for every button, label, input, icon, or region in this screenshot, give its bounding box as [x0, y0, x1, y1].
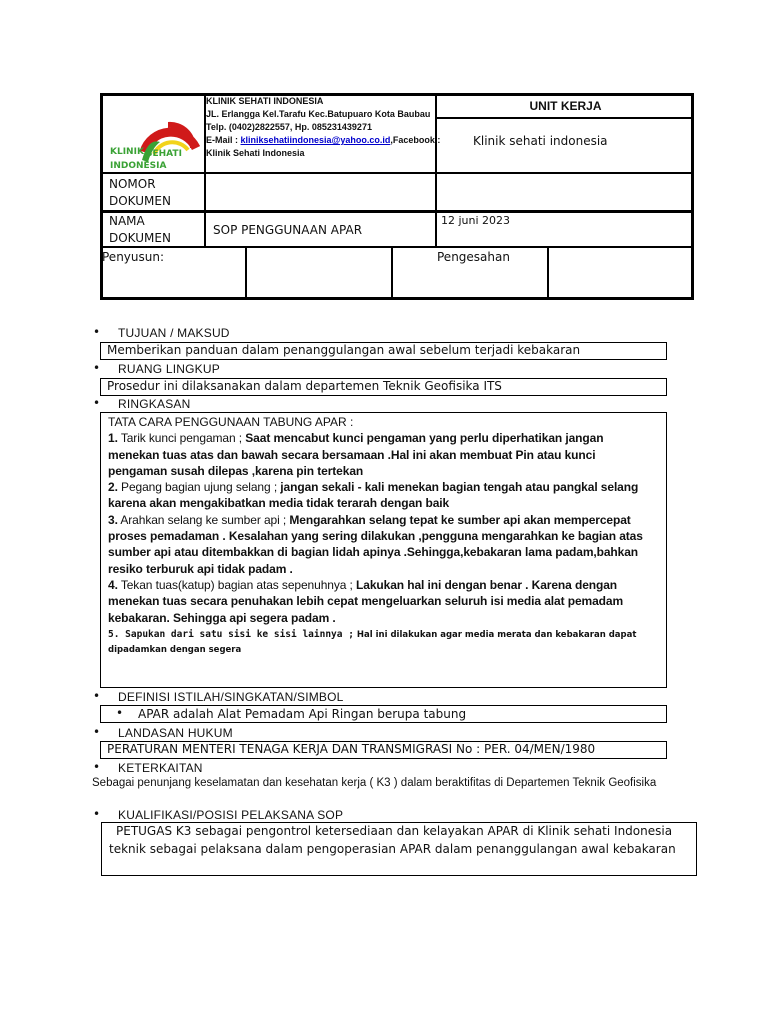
ringkasan-title: TATA CARA PENGGUNAAN TABUNG APAR : — [108, 415, 354, 429]
document-date: 12 juni 2023 — [441, 214, 511, 227]
svg-text:INDONESIA: INDONESIA — [110, 161, 167, 171]
header-divider — [245, 246, 247, 300]
clinic-name: KLINIK SEHATI INDONESIA — [206, 96, 324, 106]
penyusun-label: Penyusun: — [102, 250, 165, 264]
section-keterkaitan-label: KETERKAITAN — [118, 761, 203, 775]
clinic-phone: Telp. (0402)2822557, Hp. 085231439271 — [206, 122, 372, 132]
svg-text:SEHATI: SEHATI — [146, 149, 182, 159]
nomor-dokumen-label: DOKUMEN — [109, 194, 171, 208]
nama-dokumen-value: SOP PENGGUNAAN APAR — [213, 223, 363, 237]
landasan-text: PERATURAN MENTERI TENAGA KERJA DAN TRANSMIGRASI No : PER. 04/MEN/1980 — [107, 742, 596, 756]
clinic-address: JL. Erlangga Kel.Tarafu Kec.Batupuaro Kota Baubau — [206, 109, 431, 119]
clinic-logo-icon — [108, 108, 200, 172]
definisi-text: APAR adalah Alat Pemadam Api Ringan berupa tabung — [138, 707, 467, 721]
bullet-icon: • — [93, 725, 101, 739]
section-tujuan-label: TUJUAN / MAKSUD — [118, 326, 230, 340]
tujuan-text: Memberikan panduan dalam penanggulangan awal sebelum terjadi kebakaran — [107, 343, 581, 357]
svg-text:KLINIK: KLINIK — [110, 147, 144, 157]
header-divider — [100, 210, 694, 213]
section-ruang-label: RUANG LINGKUP — [118, 362, 220, 376]
section-kualifikasi-label: KUALIFIKASI/POSISI PELAKSANA SOP — [118, 808, 344, 822]
bullet-icon: • — [93, 807, 101, 821]
unit-kerja-label: UNIT KERJA — [529, 99, 602, 113]
step-2: 2. Pegang bagian ujung selang ; jangan sekali - kali menekan bagian tengah atau pangkal selang karena akan mengakibatkan media tidak terarah dengan baik — [108, 480, 639, 511]
section-landasan-label: LANDASAN HUKUM — [118, 726, 233, 740]
bullet-icon: • — [93, 361, 101, 375]
clinic-email-line — [206, 135, 440, 145]
unit-kerja-value: Klinik sehati indonesia — [473, 134, 608, 148]
email-label: E-Mail : — [206, 135, 239, 145]
step-1: 1. Tarik kunci pengaman ; Saat mencabut kunci pengaman yang perlu diperhatikan jangan menekan tuas atas dan bawah secara bersamaan .Hal ini akan membuat Pin atau kunci pengaman susah dilepas ,karena pin tertekan — [108, 431, 604, 478]
step-4: 4. Tekan tuas(katup) bagian atas sepenuhnya ; Lakukan hal ini dengan benar . Karena dengan menekan tuas secara penuhakan lebih cepat mengeluarkan seluruh isi media alat pemadam kebakaran. Sehingga api segera padam . — [108, 577, 624, 625]
bullet-icon: • — [93, 760, 101, 774]
header-divider — [391, 246, 393, 300]
clinic-facebook: Klinik Sehati Indonesia — [206, 148, 305, 158]
header-divider — [100, 246, 694, 248]
nama-dokumen-label: DOKUMEN — [109, 231, 171, 245]
ringkasan-content — [108, 414, 653, 657]
section-definisi-label: DEFINISI ISTILAH/SINGKATAN/SIMBOL — [118, 690, 344, 704]
bullet-icon: • — [93, 325, 101, 339]
ruang-text: Prosedur ini dilaksanakan dalam departemen Teknik Geofisika ITS — [107, 379, 502, 393]
step-5: 5. Sapukan dari satu sisi ke sisi lainnya ; Hal ini dilakukan agar media merata dan kebakaran dapat dipadamkan dengan segera — [108, 628, 637, 655]
nama-dokumen-label: NAMA — [109, 214, 145, 228]
clinic-logo — [108, 108, 200, 172]
pengesahan-label: Pengesahan — [437, 250, 510, 264]
kualifikasi-line-1: PETUGAS K3 sebagai pengontrol ketersediaan dan kelayakan APAR di Klinik sehati Indonesia — [116, 824, 673, 838]
facebook-label: ,Facebook : — [390, 135, 441, 145]
section-ringkasan-label: RINGKASAN — [118, 397, 191, 411]
bullet-icon: • — [116, 706, 124, 720]
keterkaitan-text: Sebagai penunjang keselamatan dan kesehatan kerja ( K3 ) dalam beraktiﬁtas di Departemen Teknik Geoﬁsika — [92, 777, 657, 789]
kualifikasi-line-2: teknik sebagai pelaksana dalam pengoperasian APAR dalam penanggulangan awal kebakaran — [109, 842, 676, 856]
header-divider — [435, 117, 694, 119]
email-link[interactable]: kliniksehatiindonesia@yahoo.co.id — [240, 135, 391, 145]
header-divider — [100, 172, 694, 174]
nomor-dokumen-label: NOMOR — [109, 177, 156, 191]
header-divider — [547, 246, 549, 300]
bullet-icon: • — [93, 689, 101, 703]
step-3: 3. Arahkan selang ke sumber api ; Mengarahkan selang tepat ke sumber api akan mempercepat proses pemadaman . Kesalahan yang sering dilakukan ,pengguna mengarahkan ke bagian atas sumber api atau ditembakkan di bagian lidah apinya .Sehingga,kebakaran lama padam,bahkan resiko terburuk api tidak padam . — [108, 512, 643, 576]
bullet-icon: • — [93, 396, 101, 410]
